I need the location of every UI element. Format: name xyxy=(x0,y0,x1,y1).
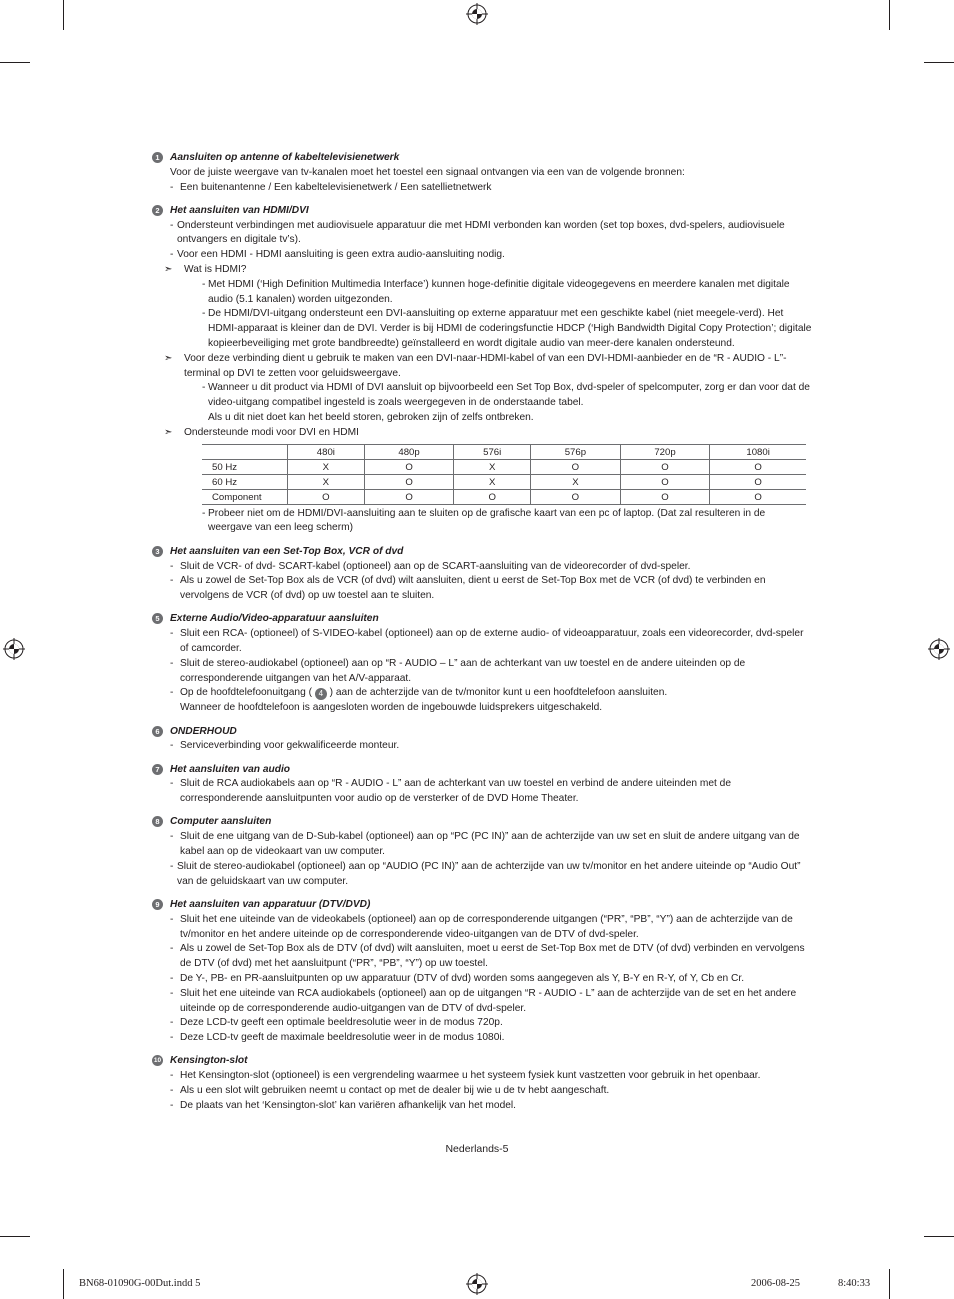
row-label: 60 Hz xyxy=(202,474,288,489)
table-header-row xyxy=(202,444,806,459)
section-title: Computer aansluiten xyxy=(170,816,272,828)
table-cell: X xyxy=(288,459,365,474)
table-cell: X xyxy=(531,474,621,489)
list-item: - Sluit een RCA- (optioneel) of S-VIDEO-kabel (optioneel) aan op de externe audio- of videoapparatuur, zoals een videorecorder, dvd-speler of camcorder. xyxy=(170,627,812,657)
table-cell: O xyxy=(620,459,710,474)
section-number-icon: 5 xyxy=(152,613,163,624)
item-text: Op de hoofdtelefoonuitgang ( xyxy=(180,687,312,699)
list-item: - Het Kensington-slot (optioneel) is een vergrendeling waarmee u het systeem fysiek kunt vastzetten voor gebruik in het openbaar. xyxy=(170,1069,812,1084)
table-cell: O xyxy=(710,459,806,474)
section-title: Aansluiten op antenne of kabeltelevisienetwerk xyxy=(170,152,400,163)
item-text: Wanneer de hoofdtelefoon is aangesloten worden de ingebouwde luidsprekers uitgeschakeld. xyxy=(180,702,603,714)
list-item: - Voor een HDMI - HDMI aansluiting is geen extra audio-aansluiting nodig. xyxy=(170,248,812,263)
section-title: Kensington-slot xyxy=(170,1055,248,1067)
table-header: 576p xyxy=(531,444,621,459)
list-item: - Sluit de stereo-audiokabel (optioneel) aan op “R - AUDIO – L” aan de achterkant van uw toestel en de andere uiteinden op de corresponderende uitgangen van het A/V-apparaat. xyxy=(170,657,812,687)
section-heading xyxy=(152,545,812,560)
note-arrow-icon: ➣ xyxy=(164,264,173,276)
list-item: - Deze LCD-tv geeft een optimale beeldresolutie weer in de modus 720p. xyxy=(170,1016,812,1031)
section-title: ONDERHOUD xyxy=(170,725,237,737)
table-cell: O xyxy=(364,489,454,504)
section-kensington xyxy=(152,1054,812,1113)
section-heading xyxy=(152,151,812,166)
section-dtv-dvd xyxy=(152,898,812,1046)
note-extra: Als u dit niet doet kan het beeld storen, gebroken zijn of zelfs ontbreken. xyxy=(208,412,534,424)
table-cell: O xyxy=(364,459,454,474)
slug-filename: BN68-01090G-00Dut.indd 5 xyxy=(79,1278,201,1289)
table-cell: O xyxy=(710,489,806,504)
note-text: Voor deze verbinding dient u gebruik te maken van een DVI-naar-HDMI-kabel of van een DVI-HDMI-aanbieder en de “R - AUDIO - L”-terminal op DVI te zetten voor geluidsweergave. xyxy=(184,352,787,379)
page-content xyxy=(152,151,812,1122)
item-text: ) aan de achterzijde van de tv/monitor kunt u een hoofdtelefoon aansluiten. xyxy=(329,687,668,699)
section-number-icon: 3 xyxy=(152,546,163,557)
table-cell: O xyxy=(364,474,454,489)
table-header: 480i xyxy=(288,444,365,459)
modes-table xyxy=(202,444,806,505)
list-item: - Sluit de stereo-audiokabel (optioneel) aan op “AUDIO (PC IN)” aan de achterzijde van uw tv/monitor en het andere uiteinde op “Audio Out” van de geluidskaart van uw computer. xyxy=(170,860,812,890)
list-item: - Een buitenantenne / Een kabeltelevisienetwerk / Een satellietnetwerk xyxy=(170,181,812,196)
table-cell: O xyxy=(454,489,531,504)
section-title: Het aansluiten van audio xyxy=(170,763,291,775)
list-item: - De Y-, PB- en PR-aansluitpunten op uw apparatuur (DTV of dvd) worden soms aangegeven als Y, B-Y en R-Y, of Y, Cb en Cr. xyxy=(170,972,812,987)
note xyxy=(152,263,812,278)
table-cell: O xyxy=(288,489,365,504)
section-title: Het aansluiten van een Set-Top Box, VCR of dvd xyxy=(170,545,404,557)
crop-mark xyxy=(0,1236,30,1237)
note xyxy=(152,426,812,441)
section-heading xyxy=(152,612,812,627)
crop-mark xyxy=(0,62,30,63)
table-cell: O xyxy=(531,459,621,474)
registration-mark-icon xyxy=(466,3,488,25)
registration-mark-icon xyxy=(928,638,950,660)
table-header: 1080i xyxy=(710,444,806,459)
section-intro: Voor de juiste weergave van tv-kanalen moet het toestel een signaal ontvangen via een van de volgende bronnen: xyxy=(170,166,685,178)
list-item: - Sluit het ene uiteinde van de videokabels (optioneel) aan op de corresponderende uitgangen (“PR”, “PB”, “Y”) aan de achterzijde van de tv/monitor en het andere uiteinde op de corresponderende video-uitgangen van de DTV of dvd-speler. xyxy=(170,913,812,943)
note xyxy=(152,352,812,382)
table-header: 576i xyxy=(454,444,531,459)
list-item: - Sluit de VCR- of dvd- SCART-kabel (optioneel) aan op de SCART-aansluiting van de videorecorder of dvd-speler. xyxy=(170,560,812,575)
section-heading xyxy=(152,204,812,219)
list-item: - Serviceverbinding voor gekwalificeerde monteur. xyxy=(170,739,812,754)
note-arrow-icon: ➣ xyxy=(164,352,173,364)
section-heading xyxy=(152,815,812,830)
section-external-av xyxy=(152,612,812,716)
list-item: - Als u een slot wilt gebruiken neemt u contact op met de dealer bij wie u de tv hebt aangeschaft. xyxy=(170,1084,812,1099)
crop-mark xyxy=(924,62,954,63)
list-item: - Wanneer u dit product via HDMI of DVI aansluit op bijvoorbeeld een Set Top Box, dvd-speler of spelcomputer, zorg er dan voor dat de video-uitgang compatibel ingesteld is zoals weergegeven in de onderstaande tabel. xyxy=(202,381,812,411)
section-title: Het aansluiten van apparatuur (DTV/DVD) xyxy=(170,898,371,910)
jack-number-icon: 4 xyxy=(315,688,327,700)
list-item: - Probeer niet om de HDMI/DVI-aansluiting aan te sluiten op de grafische kaart van een pc of laptop. (Dat zal resulteren in de weergave van een leeg scherm) xyxy=(202,507,812,537)
section-heading xyxy=(152,898,812,913)
list-item: - De plaats van het ‘Kensington-slot’ kan variëren afhankelijk van het model. xyxy=(170,1099,812,1114)
section-title: Externe Audio/Video-apparatuur aansluiten xyxy=(170,613,379,625)
table-row xyxy=(202,474,806,489)
section-antenna xyxy=(152,151,812,195)
note-title: Wat is HDMI? xyxy=(184,264,247,276)
section-audio xyxy=(152,763,812,807)
page-number: Nederlands-5 xyxy=(445,1143,509,1155)
crop-mark xyxy=(924,1236,954,1237)
section-number-icon: 2 xyxy=(152,205,163,216)
note-title: Ondersteunde modi voor DVI en HDMI xyxy=(184,426,359,438)
section-number-icon: 9 xyxy=(152,899,163,910)
section-number-icon: 8 xyxy=(152,816,163,827)
crop-mark xyxy=(889,0,890,30)
section-heading xyxy=(152,725,812,740)
table-corner xyxy=(202,444,288,459)
table-row xyxy=(202,489,806,504)
section-number-icon: 1 xyxy=(152,152,163,163)
section-heading xyxy=(152,1054,812,1069)
row-label: 50 Hz xyxy=(202,459,288,474)
note-arrow-icon: ➣ xyxy=(164,426,173,438)
section-maintenance xyxy=(152,725,812,755)
slug-date: 2006-08-25 xyxy=(751,1278,800,1289)
table-cell: O xyxy=(620,489,710,504)
section-number-icon: 10 xyxy=(153,1057,162,1065)
table-cell: X xyxy=(454,459,531,474)
table-cell: X xyxy=(454,474,531,489)
section-computer xyxy=(152,815,812,889)
list-item: - Ondersteunt verbindingen met audiovisuele apparatuur die met HDMI verbonden kan worden (set top boxes, dvd-spelers, audiovisuele ontvangers en digitale tv’s). xyxy=(170,219,812,249)
list-item: - De HDMI/DVI-uitgang ondersteunt een DVI-aansluiting op externe apparatuur met een geschikte kabel (niet meegele-verd). Het HDMI-apparaat is kleiner dan de DVI. Verder is bij HDMI de coderingsfunctie HDCP (‘High Bandwidth Digital Copy Protection’; digitale kopieerbeveiliging met grote bandbreedte) geïnstalleerd en wordt digitale audio van meer-dere kanalen ondersteund. xyxy=(202,307,812,351)
table-cell: O xyxy=(531,489,621,504)
section-title: Het aansluiten van HDMI/DVI xyxy=(170,204,309,216)
table-row xyxy=(202,459,806,474)
list-item xyxy=(170,686,812,716)
section-number-icon: 7 xyxy=(152,764,163,775)
list-item: - Deze LCD-tv geeft de maximale beeldresolutie weer in de modus 1080i. xyxy=(170,1031,812,1046)
row-label: Component xyxy=(202,489,288,504)
crop-mark xyxy=(889,1269,890,1299)
table-header: 480p xyxy=(364,444,454,459)
table-cell: X xyxy=(288,474,365,489)
slug-time: 8:40:33 xyxy=(838,1278,871,1289)
list-item: - Met HDMI (‘High Definition Multimedia Interface’) kunnen hoge-definitie digitale videogegevens en meerdere kanalen met digitale audio (5.1 kanalen) worden uitgezonden. xyxy=(202,278,812,308)
table-header: 720p xyxy=(620,444,710,459)
list-item: - Sluit de RCA audiokabels aan op “R - AUDIO - L” aan de achterkant van uw toestel en verbind de andere uiteinden met de corresponderende aansluitpunten voor audio op de versterker of de DVD Home Theater. xyxy=(170,777,812,807)
table-cell: O xyxy=(710,474,806,489)
section-heading xyxy=(152,763,812,778)
list-item: - Sluit het ene uiteinde van RCA audiokabels (optioneel) aan op de uitgangen “R - AUDIO - L” aan de achterzijde van de set en het andere uiteinde op de corresponderende audio-uitgangen van de DTV of dvd-speler. xyxy=(170,987,812,1017)
section-number-icon: 6 xyxy=(152,726,163,737)
section-settopbox xyxy=(152,545,812,604)
table-cell: O xyxy=(620,474,710,489)
registration-mark-icon xyxy=(3,638,25,660)
list-item: - Sluit de ene uitgang van de D-Sub-kabel (optioneel) aan op “PC (PC IN)” aan de achterzijde van uw set en sluit de andere uitgang van de kabel aan op de videokaart van uw computer. xyxy=(170,830,812,860)
list-item: - Als u zowel de Set-Top Box als de VCR (of dvd) wilt aansluiten, dient u eerst de Set-Top Box met de VCR (of dvd) te verbinden en vervolgens de VCR (of dvd) op uw toestel aan te sluiten. xyxy=(170,574,812,604)
section-hdmi xyxy=(152,204,812,536)
crop-mark xyxy=(63,1269,64,1299)
crop-mark xyxy=(63,0,64,30)
registration-mark-icon xyxy=(466,1273,488,1295)
list-item: - Als u zowel de Set-Top Box als de DTV (of dvd) wilt aansluiten, moet u eerst de Set-Top Box met de DTV (of dvd) verbinden en vervolgens de DTV (of dvd) met het aansluitpunt (“PR”, “PB”, “Y”) op uw toestel. xyxy=(170,942,812,972)
